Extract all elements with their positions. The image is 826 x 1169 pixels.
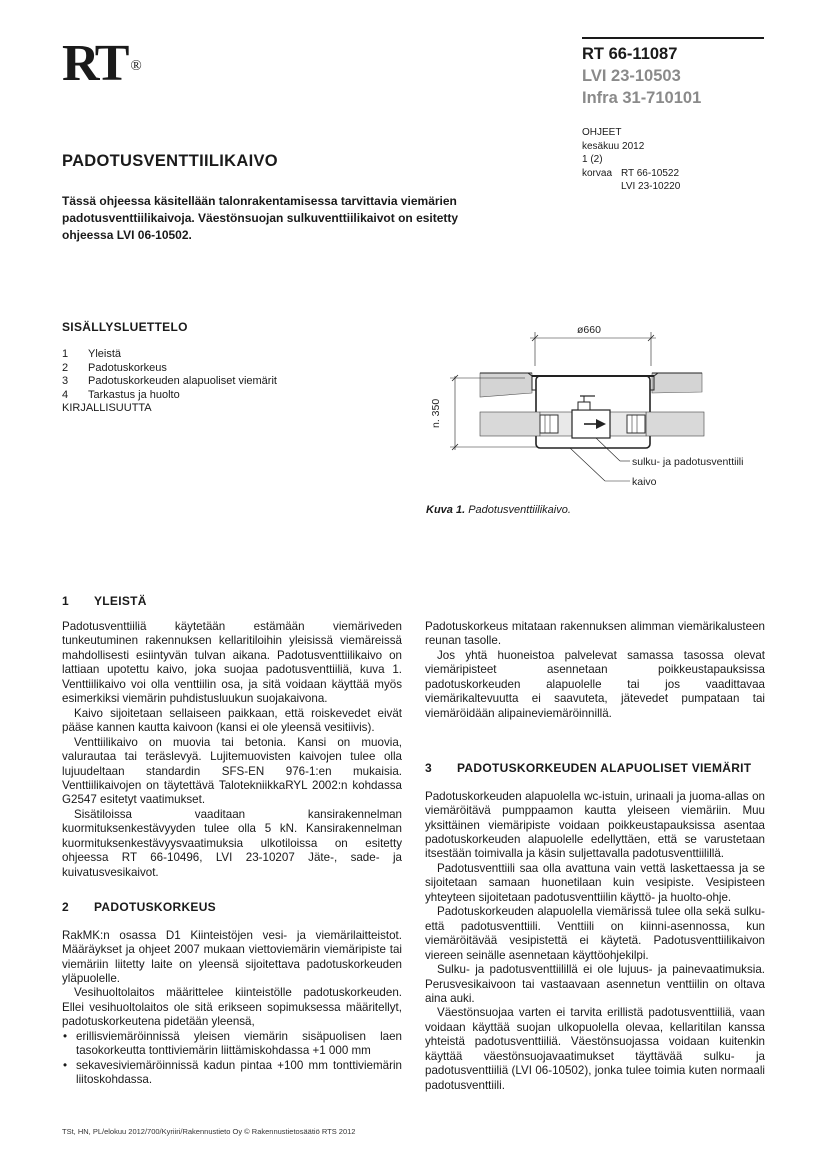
label-valve: sulku- ja padotusventtiili — [632, 456, 744, 468]
label-well: kaivo — [632, 476, 657, 488]
s1-paragraph: Padotusventtiiliä käytetään estämään viemäriveden tunkeutuminen rakennuksen kellaritiloihin yleisissä viemäreissä mahdollisesti esiintyvän tulvan aikana. Padotusventtiilikaivo on lattiaan upotettu kaivo, joka suojaa padotusventtiiliä, kuva 1. Venttiilikaivo voi olla venttiilin osa, ja sitä voidaan käyttää myös esimerkiksi viemärin puhdistusluukun suojakaivona. — [62, 620, 402, 706]
toc-heading: SISÄLLYSLUETTELO — [62, 320, 188, 334]
s3-paragraph: Padotuskorkeuden alapuolella viemärissä tulee olla sekä sulku- että padotusventtiili. Venttiili on kiinni-asennossa, kun viemäröitävää vesipistettä ei käytetä. Padotusventtiilikaivon viereen seinälle asennetaan käyttöohjekilpi. — [425, 905, 765, 962]
meta-type: OHJEET — [582, 127, 622, 138]
rt-logo: RT ® — [62, 35, 142, 92]
toc-item: 4 Tarkastus ja huolto — [62, 388, 180, 401]
code-lvi: LVI 23-10503 — [582, 67, 681, 85]
dim-height-label: n. 350 — [430, 398, 442, 428]
s3-paragraph: Sulku- ja padotusventtiilillä ei ole lujuus- ja painevaatimuksia. Perusvesikaivoon tai vastaavaan asennetun venttiilin on oltava aina auki. — [425, 963, 765, 1005]
toc-item: 3 Padotuskorkeuden alapuoliset viemärit — [62, 375, 277, 387]
replaces-label: korvaa — [582, 167, 613, 179]
s2-paragraph: Padotuskorkeus mitataan rakennuksen alimman viemärikalusteen reunan tasolle. — [425, 620, 765, 648]
list-item: • erillisviemäröinnissä yleisen viemärin sisäpuolisen laen tasokorkeutta tonttiviemärin liittämiskohdassa +1 000 mm — [62, 1030, 402, 1059]
section-1-heading: 1 YLEISTÄ — [62, 594, 147, 608]
meta-replaces — [582, 167, 680, 181]
replaces-lvi: LVI 23-10220 — [621, 181, 681, 192]
intro-text: Tässä ohjeessa käsitellään talonrakentamisessa tarvittavia viemärien padotusventtiilikaivoja. Väestönsuojan sulkuventtiilikaivot on esitetty ohjeessa LVI 06-10502. — [62, 194, 459, 242]
registered-mark: ® — [130, 58, 142, 74]
dim-width-label: ø660 — [577, 324, 601, 336]
s2-paragraph: RakMK:n osassa D1 Kiinteistöjen vesi- ja viemärilaitteistot. Määräykset ja ohjeet 2007 mukaan viettoviemärin viemäripiste tai viemäriin liitetty laite on yleensä sijoitettava padotuskorkeuden yläpuolelle. — [62, 928, 402, 985]
s2-paragraph: Jos yhtä huoneistoa palvelevat samassa tasossa olevat viemäripisteet asennetaan poikkeustapauksissa padotuskorkeuden alapuolelle tai jos vaadittavaa viemärikaltevuutta ei saavuteta, jätevedet pumpataan tai viemäröidään alipaineviemäröinnillä. — [425, 648, 765, 720]
s3-paragraph: Padotuskorkeuden alapuolella wc-istuin, urinaali ja juoma-allas on viemäröitävä pumppaamon kautta yleiseen viemäriin. Muu yksittäinen viemäripiste voidaan poikkeustapauksissa asentaa padotuskorkeuden alapuolelle edellyttäen, että se varustetaan itsestään toimivalla ja käsin suljettavalla padotusventtiilillä. — [425, 789, 765, 861]
table-of-contents — [62, 348, 277, 416]
s3-paragraph: Padotusventtiili saa olla avattuna vain vettä laskettaessa ja se sijoitetaan samaan huonetilaan kuin vesipiste. Vesipisteen yhteyteen sijoitetaan padotusventtiilin käyttö- ja huolto-ohje. — [425, 861, 765, 904]
code-infra: Infra 31-710101 — [582, 89, 702, 107]
s3-paragraph: Väestönsuojaa varten ei tarvita erillistä padotusventtiiliä, vaan voidaan käyttää suojan ulkopuolella olevaa, kellaritilan kanssa yhteistä padotusventtiiliä. Väestönsuojassa voidaan kuitenkin käyttää väestönsuojavaatimukset täyttävää sulku- ja padotusventtiiliä (LVI 06-10502), jonka tulee toimia kuten normaali padotusventtiili. — [425, 1006, 765, 1092]
left-column — [62, 620, 402, 1088]
s2-bullet-list — [62, 1030, 402, 1088]
right-column — [425, 620, 765, 1093]
figure-caption: Kuva 1. Padotusventtiilikaivo. — [426, 504, 571, 516]
meta-replaces-2 — [582, 180, 680, 194]
code-rt: RT 66-11087 — [582, 45, 678, 63]
s1-paragraph: Sisätiloissa vaaditaan kansirakennelman kuormituksenkestävyyden tulee olla 5 kN. Kansirakennelman kuormituksenkestävyysvaatimuksia ulkotiloissa on esitetty ohjeessa RT 66-10496, LVI 23-10207 Jäte-, sade- ja kuivatusvesikaivot. — [62, 807, 402, 879]
document-meta — [582, 126, 680, 194]
header-rule — [582, 37, 764, 39]
s1-paragraph: Kaivo sijoitetaan sellaiseen paikkaan, että roiskevedet eivät pääse kannen kautta kaivoon (kansi ei ole yleensä vesitiivis). — [62, 706, 402, 735]
replaces-rt: RT 66-10522 — [621, 167, 680, 179]
toc-item: 2 Padotuskorkeus — [62, 361, 167, 374]
list-item: • sekavesiviemäröinnissä kadun pintaa +100 mm tonttiviemärin liitoskohdassa. — [62, 1059, 402, 1088]
toc-item: 1 Yleistä — [62, 348, 122, 360]
document-codes — [582, 43, 701, 109]
section-3-heading: 3 PADOTUSKORKEUDEN ALAPUOLISET VIEMÄRIT — [425, 761, 752, 776]
s1-paragraph: Venttiilikaivo on muovia tai betonia. Kansi on muovia, valurautaa tai teräslevyä. Lujitemuovisten kaivojen tulee olla lujuudeltaan standardin SFS-EN 976-1:en mukaisia. Venttiilikaivojen on täytettävä TalotekniikkaRYL 2002:n kohdassa G2547 esitetyt vaatimukset. — [62, 735, 402, 807]
valve-well-diagram — [420, 318, 760, 508]
page-footer: TSt, HN, PL/elokuu 2012/700/Kyriiri/Rakennustieto Oy © Rakennustietosäätiö RTS 2012 — [62, 1127, 356, 1136]
toc-item-literature: KIRJALLISUUTTA — [62, 402, 152, 414]
section-2-heading: 2 PADOTUSKORKEUS — [62, 900, 216, 915]
meta-pages: 1 (2) — [582, 154, 603, 165]
s2-paragraph: Vesihuoltolaitos määrittelee kiinteistölle padotuskorkeuden. Ellei vesihuoltolaitos ole sitä erikseen sopimuksessa määritellyt, padotuskorkeutena pidetään yleensä, — [62, 986, 402, 1029]
page-title: PADOTUSVENTTIILIKAIVO — [62, 152, 278, 170]
meta-date: kesäkuu 2012 — [582, 140, 645, 152]
